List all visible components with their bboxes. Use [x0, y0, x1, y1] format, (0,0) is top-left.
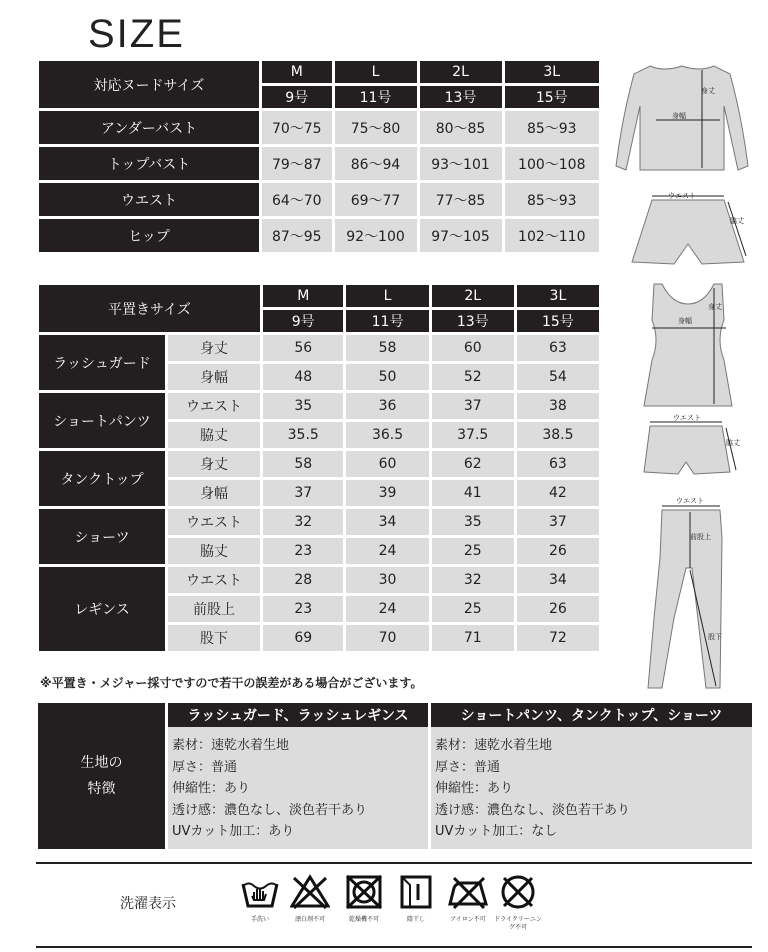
dim-label: 身丈 [701, 87, 715, 95]
row-label: 身丈 [168, 451, 260, 477]
fabric-features [38, 703, 752, 849]
page-title: SIZE [88, 12, 185, 56]
row-label: ウエスト [39, 183, 259, 216]
nude-size-table [36, 58, 602, 255]
fabric-line: 透け感：濃色なし、淡色若干あり [172, 802, 368, 818]
dim-label: ウエスト [668, 192, 696, 200]
fabric-label [38, 703, 165, 849]
cell: 92～100 [335, 219, 417, 252]
cell: 23 [263, 596, 343, 622]
flat-size-table [36, 282, 602, 654]
number-13: 13号 [420, 86, 502, 108]
group-label-shorts: ショーツ [39, 509, 165, 564]
cell: 100～108 [505, 147, 599, 180]
row-label: ウエスト [168, 393, 260, 419]
group-label-leggings: レギンス [39, 567, 165, 651]
cell: 37 [432, 393, 514, 419]
cell: 54 [517, 364, 599, 390]
cell: 48 [263, 364, 343, 390]
divider [36, 862, 752, 864]
cell: 35 [263, 393, 343, 419]
fabric-line: 透け感：濃色なし、淡色若干あり [435, 802, 631, 818]
leggings-illustration [640, 498, 740, 694]
size-m: M [262, 61, 332, 83]
dim-label: 脇丈 [726, 439, 740, 447]
cell: 87～95 [262, 219, 332, 252]
number-15: 15号 [505, 86, 599, 108]
row-label: ウエスト [168, 509, 260, 535]
row-label: 身幅 [168, 364, 260, 390]
dim-label: 身幅 [678, 317, 692, 325]
cell: 97～105 [420, 219, 502, 252]
cell: 72 [517, 625, 599, 651]
number-11: 11号 [346, 310, 428, 332]
number-11: 11号 [335, 86, 417, 108]
dim-label: 脇丈 [730, 217, 744, 225]
cell: 93～101 [420, 147, 502, 180]
cell: 58 [346, 335, 428, 361]
number-15: 15号 [517, 310, 599, 332]
table-row [39, 335, 599, 361]
table-row [39, 567, 599, 593]
size-m: M [263, 285, 343, 307]
no-tumble-dry-icon [344, 874, 384, 910]
no-iron-icon [446, 874, 490, 910]
size-3l: 3L [505, 61, 599, 83]
cell: 77～85 [420, 183, 502, 216]
row-label: 身丈 [168, 335, 260, 361]
row-label: ヒップ [39, 219, 259, 252]
cell: 35.5 [263, 422, 343, 448]
number-13: 13号 [432, 310, 514, 332]
cell: 80～85 [420, 111, 502, 144]
wash-caption: 陰干し [406, 916, 425, 923]
fabric-line: 素材：速乾水着生地 [435, 738, 553, 753]
wash-caption: ドライクリーニング不可 [494, 916, 542, 931]
cell: 37 [263, 480, 343, 506]
fabric-label-line1: 生地の [80, 755, 123, 771]
size-2l: 2L [432, 285, 514, 307]
table-row [39, 183, 599, 216]
row-label: 身幅 [168, 480, 260, 506]
cell: 85～93 [505, 183, 599, 216]
divider [36, 946, 752, 948]
cell: 70 [346, 625, 428, 651]
shorts-illustration [628, 192, 748, 274]
cell: 63 [517, 451, 599, 477]
wash-item [494, 874, 542, 932]
fabric-line: UVカット加工：なし [435, 824, 558, 839]
row-label: 脇丈 [168, 538, 260, 564]
number-9: 9号 [263, 310, 343, 332]
group-label-tanktop: タンクトップ [39, 451, 165, 506]
cell: 63 [517, 335, 599, 361]
nude-header-label: 対応ヌードサイズ [39, 61, 259, 108]
fabric-line: UVカット加工：あり [172, 824, 295, 839]
wash-item [340, 874, 388, 924]
wash-caption: アイロン不可 [450, 916, 486, 923]
number-9: 9号 [262, 86, 332, 108]
table-row [39, 509, 599, 535]
cell: 35 [432, 509, 514, 535]
cell: 37 [517, 509, 599, 535]
group-label-shortpants: ショートパンツ [39, 393, 165, 448]
fabric-label-line2: 特徴 [87, 781, 116, 797]
cell: 38 [517, 393, 599, 419]
tanktop-illustration [632, 280, 744, 410]
cell: 41 [432, 480, 514, 506]
fabric-column-rash [168, 703, 428, 849]
size-2l: 2L [420, 61, 502, 83]
wash-item [444, 874, 492, 924]
line-dry-shade-icon [396, 874, 436, 910]
cell: 60 [432, 335, 514, 361]
cell: 26 [517, 596, 599, 622]
cell: 36 [346, 393, 428, 419]
cell: 38.5 [517, 422, 599, 448]
fabric-line: 素材：速乾水着生地 [172, 738, 290, 753]
size-l: L [346, 285, 428, 307]
cell: 85～93 [505, 111, 599, 144]
cell: 32 [432, 567, 514, 593]
cell: 56 [263, 335, 343, 361]
cell: 30 [346, 567, 428, 593]
row-label: 股下 [168, 625, 260, 651]
flat-header-label: 平置きサイズ [39, 285, 260, 332]
wash-label: 洗濯表示 [120, 896, 176, 912]
hand-wash-icon [240, 874, 280, 910]
size-l: L [335, 61, 417, 83]
cell: 62 [432, 451, 514, 477]
cell: 50 [346, 364, 428, 390]
fabric-line: 伸縮性：あり [172, 781, 251, 796]
cell: 26 [517, 538, 599, 564]
row-label: ウエスト [168, 567, 260, 593]
fabric-line: 伸縮性：あり [435, 781, 514, 796]
cell: 39 [346, 480, 428, 506]
table-row [39, 219, 599, 252]
dim-label: 身丈 [708, 303, 722, 311]
cell: 58 [263, 451, 343, 477]
no-bleach-icon [290, 874, 330, 910]
dim-label: 股下 [708, 633, 722, 641]
size-3l: 3L [517, 285, 599, 307]
fabric-column-shorts [431, 703, 752, 849]
fabric-line: 厚さ：普通 [435, 759, 501, 775]
dim-label: 身幅 [672, 112, 686, 120]
cell: 60 [346, 451, 428, 477]
fabric-column-header: ラッシュガード、ラッシュレギンス [168, 703, 428, 727]
no-dry-clean-icon [498, 874, 538, 910]
wash-item [286, 874, 334, 924]
cell: 71 [432, 625, 514, 651]
dim-label: ウエスト [673, 414, 701, 422]
cell: 24 [346, 596, 428, 622]
cell: 25 [432, 596, 514, 622]
cell: 32 [263, 509, 343, 535]
group-label-rashguard: ラッシュガード [39, 335, 165, 390]
dim-label: ウエスト [676, 497, 704, 505]
fabric-column-header: ショートパンツ、タンクトップ、ショーツ [431, 703, 752, 727]
cell: 24 [346, 538, 428, 564]
row-label: アンダーバスト [39, 111, 259, 144]
cell: 34 [346, 509, 428, 535]
wash-item [236, 874, 284, 924]
cell: 102～110 [505, 219, 599, 252]
dim-label: 前股上 [690, 533, 711, 541]
cell: 86～94 [335, 147, 417, 180]
table-row [39, 451, 599, 477]
cell: 64～70 [262, 183, 332, 216]
cell: 69～77 [335, 183, 417, 216]
cell: 75～80 [335, 111, 417, 144]
table-row [39, 147, 599, 180]
cell: 79～87 [262, 147, 332, 180]
cell: 36.5 [346, 422, 428, 448]
cell: 69 [263, 625, 343, 651]
wash-caption: 乾燥機不可 [348, 916, 379, 923]
wash-item [392, 874, 440, 924]
cell: 34 [517, 567, 599, 593]
wash-caption: 漂白剤不可 [294, 916, 325, 923]
cell: 23 [263, 538, 343, 564]
row-label: トップバスト [39, 147, 259, 180]
row-label: 前股上 [168, 596, 260, 622]
cell: 52 [432, 364, 514, 390]
wash-caption: 手洗い [250, 916, 269, 923]
table-row [39, 393, 599, 419]
cell: 25 [432, 538, 514, 564]
cell: 28 [263, 567, 343, 593]
cell: 70～75 [262, 111, 332, 144]
table-row [39, 111, 599, 144]
cell: 42 [517, 480, 599, 506]
row-label: 脇丈 [168, 422, 260, 448]
cell: 37.5 [432, 422, 514, 448]
measurement-note: ※平置き・メジャー採寸ですので若干の誤差がある場合がございます。 [40, 676, 423, 690]
fabric-line: 厚さ：普通 [172, 759, 238, 775]
